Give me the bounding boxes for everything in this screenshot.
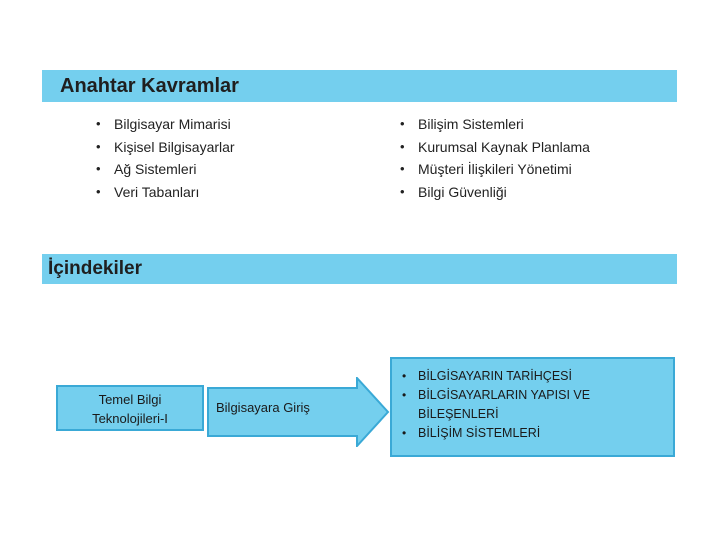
- bullet-icon: •: [96, 183, 101, 199]
- key-concepts-header: Anahtar Kavramlar: [42, 70, 677, 102]
- list-item: [96, 181, 235, 204]
- list-item: [96, 136, 235, 159]
- course-title-line1: Temel Bilgi: [98, 392, 162, 407]
- list-item-label: Bilgi Güvenliği: [418, 183, 507, 200]
- list-item: [96, 158, 235, 181]
- key-concepts-left-list: [96, 113, 235, 203]
- course-box: [56, 385, 204, 431]
- bullet-icon: •: [402, 369, 407, 383]
- contents-header: İçindekiler: [42, 254, 677, 284]
- list-item-label: Ağ Sistemleri: [114, 161, 197, 177]
- bullet-icon: •: [400, 161, 405, 176]
- list-item: [402, 386, 665, 424]
- bullet-icon: •: [402, 388, 407, 402]
- list-item-label: Veri Tabanları: [114, 183, 200, 200]
- list-item-label: Kurumsal Kaynak Planlama: [418, 138, 590, 155]
- list-item-label: Müşteri İlişkileri Yönetimi: [418, 161, 572, 177]
- topics-box: [390, 357, 675, 457]
- unit-label: Bilgisayara Giriş: [216, 400, 310, 415]
- list-item-label: Bilgisayar Mimarisi: [114, 116, 231, 132]
- bullet-icon: •: [96, 161, 101, 176]
- list-item: [402, 424, 665, 443]
- list-item: [402, 367, 665, 386]
- course-title-line2: Teknolojileri-I: [92, 411, 168, 426]
- topic-label: BİLGİSAYARLARIN YAPISI VE BİLEŞENLERİ: [418, 388, 591, 421]
- list-item-label: Bilişim Sistemleri: [418, 116, 524, 132]
- list-item: [400, 113, 590, 136]
- bullet-icon: •: [400, 138, 405, 154]
- topic-label: BİLİŞİM SİSTEMLERİ: [418, 426, 541, 440]
- bullet-icon: •: [402, 426, 407, 440]
- list-item: [400, 136, 590, 159]
- topic-label: BİLGİSAYARIN TARİHÇESİ: [418, 369, 572, 383]
- list-item: [96, 113, 235, 136]
- bullet-icon: •: [400, 183, 405, 199]
- list-item: [400, 181, 590, 204]
- bullet-icon: •: [400, 116, 405, 131]
- bullet-icon: •: [96, 138, 101, 154]
- bullet-icon: •: [96, 116, 101, 131]
- list-item-label: Kişisel Bilgisayarlar: [114, 138, 235, 155]
- key-concepts-right-list: [400, 113, 590, 203]
- list-item: [400, 158, 590, 181]
- topics-list: [402, 367, 665, 443]
